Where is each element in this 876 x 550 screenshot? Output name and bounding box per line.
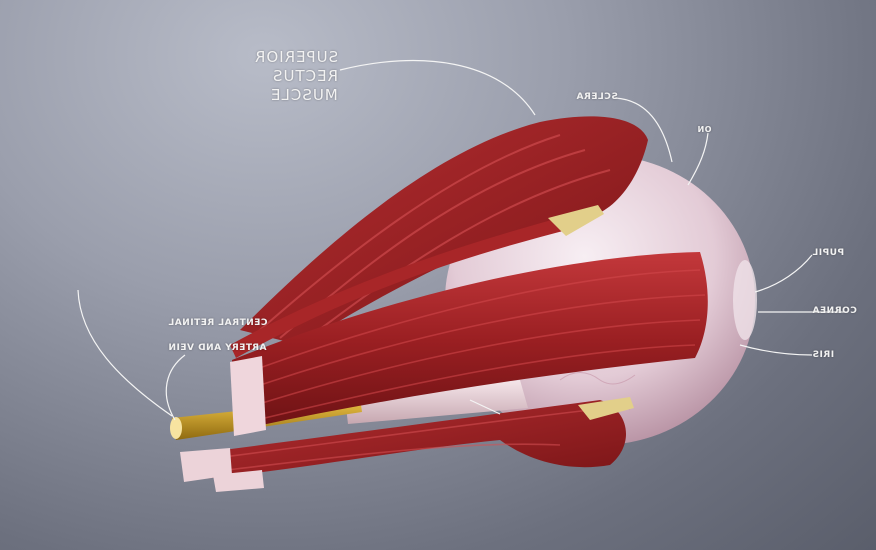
label-superior-rectus-line3: MUSCLE — [270, 86, 338, 104]
label-central-retinal — [168, 318, 268, 354]
label-central-retinal-line2: ARTERY AND VEIN — [168, 343, 267, 353]
label-optic-nerve-top — [697, 124, 712, 135]
optic-nerve-end — [170, 417, 182, 439]
lateral-rectus-tendon — [230, 356, 266, 436]
label-superior-rectus-line2: RECTUS — [271, 67, 338, 85]
label-sclera-text: SCLERA — [576, 92, 618, 102]
cornea-bulge — [733, 260, 757, 340]
label-cornea — [812, 306, 857, 317]
label-superior-rectus — [246, 48, 338, 105]
label-iris-text: IRIS — [812, 350, 835, 360]
label-cornea-text: CORNEA — [812, 306, 857, 316]
label-superior-rectus-line1: SUPERIOR — [253, 48, 338, 66]
label-pupil — [812, 248, 844, 259]
label-sclera — [576, 92, 618, 103]
label-on-text: ON — [697, 125, 712, 134]
label-iris — [812, 350, 834, 361]
label-pupil-text: PUPIL — [812, 248, 845, 258]
label-central-retinal-line1: CENTRAL RETINAL — [168, 318, 268, 328]
